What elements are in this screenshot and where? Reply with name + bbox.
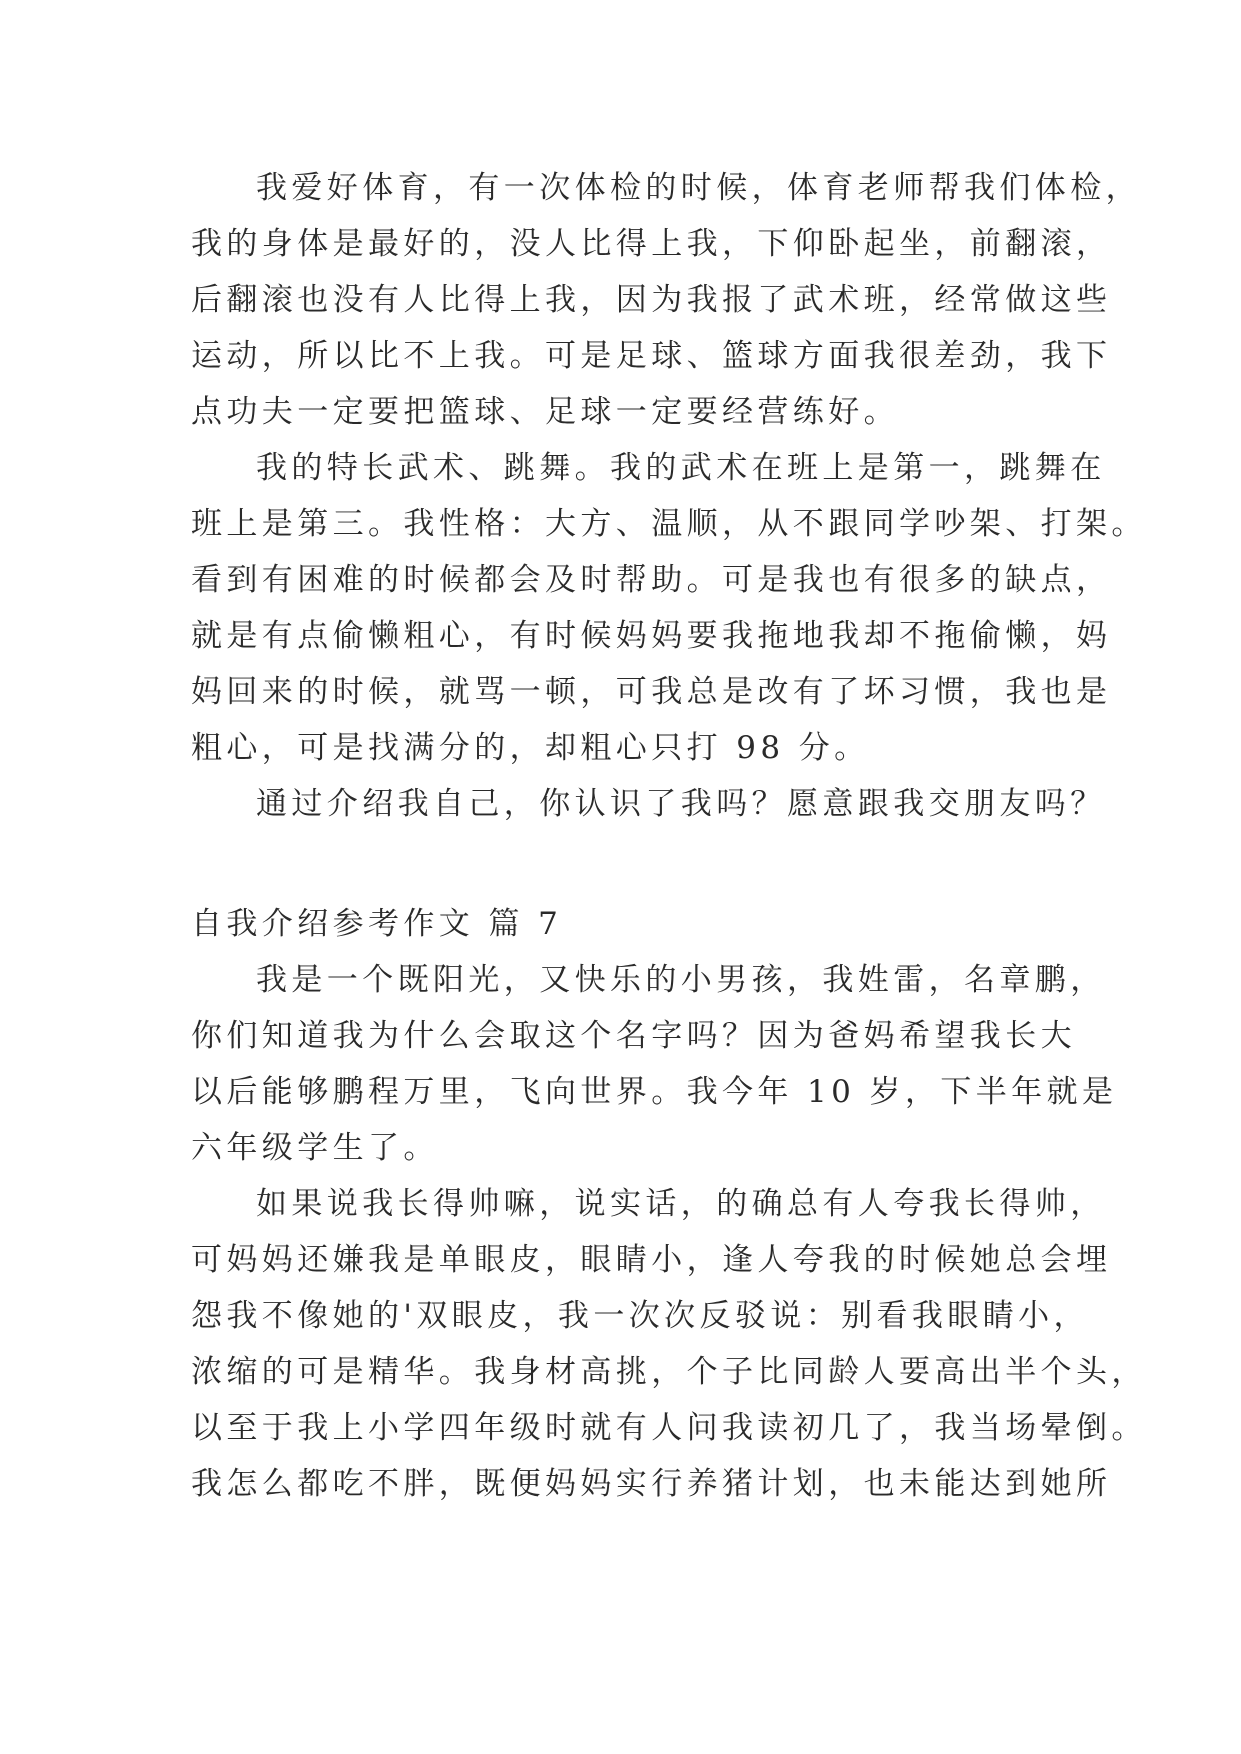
paragraph-line: 你们知道我为什么会取这个名字吗？因为爸妈希望我长大 [191, 1018, 1076, 1054]
paragraph-line: 粗心，可是找满分的，却粗心只打 98 分。 [191, 730, 870, 766]
paragraph-line: 怨我不像她的'双眼皮，我一次次反驳说：别看我眼睛小， [191, 1298, 1089, 1334]
paragraph-line: 通过介绍我自己，你认识了我吗？愿意跟我交朋友吗？ [256, 786, 1106, 822]
paragraph-line: 就是有点偷懒粗心，有时候妈妈要我拖地我却不拖偷懒，妈 [191, 618, 1112, 654]
paragraph-line: 看到有困难的时候都会及时帮助。可是我也有很多的缺点， [191, 562, 1112, 598]
paragraph-line: 以至于我上小学四年级时就有人问我读初几了，我当场晕倒。 [191, 1410, 1147, 1446]
paragraph-line: 运动，所以比不上我。可是足球、篮球方面我很差劲，我下 [191, 338, 1112, 374]
paragraph-line: 我的身体是最好的，没人比得上我，下仰卧起坐，前翻滚， [191, 226, 1112, 262]
paragraph-line: 浓缩的可是精华。我身材高挑，个子比同龄人要高出半个头， [191, 1354, 1147, 1390]
paragraph-line: 六年级学生了。 [191, 1130, 439, 1166]
paragraph-line: 后翻滚也没有人比得上我，因为我报了武术班，经常做这些 [191, 282, 1112, 318]
paragraph-line: 我的特长武术、跳舞。我的武术在班上是第一，跳舞在 [256, 450, 1106, 486]
paragraph-line: 妈回来的时候，就骂一顿，可我总是改有了坏习惯，我也是 [191, 674, 1112, 710]
paragraph-line: 以后能够鹏程万里，飞向世界。我今年 10 岁，下半年就是 [191, 1074, 1118, 1110]
paragraph-line: 我怎么都吃不胖，既便妈妈实行养猪计划，也未能达到她所 [191, 1466, 1112, 1502]
paragraph-line: 如果说我长得帅嘛，说实话，的确总有人夸我长得帅， [256, 1186, 1106, 1222]
paragraph-line: 我是一个既阳光，又快乐的小男孩，我姓雷，名章鹏， [256, 962, 1106, 998]
paragraph-line: 可妈妈还嫌我是单眼皮，眼睛小，逢人夸我的时候她总会埋 [191, 1242, 1112, 1278]
paragraph-line: 班上是第三。我性格：大方、温顺，从不跟同学吵架、打架。 [191, 506, 1147, 542]
paragraph-line: 我爱好体育，有一次体检的时候，体育老师帮我们体检， [256, 170, 1141, 206]
section-heading: 自我介绍参考作文 篇 7 [191, 906, 563, 942]
paragraph-line: 点功夫一定要把篮球、足球一定要经营练好。 [191, 394, 899, 430]
